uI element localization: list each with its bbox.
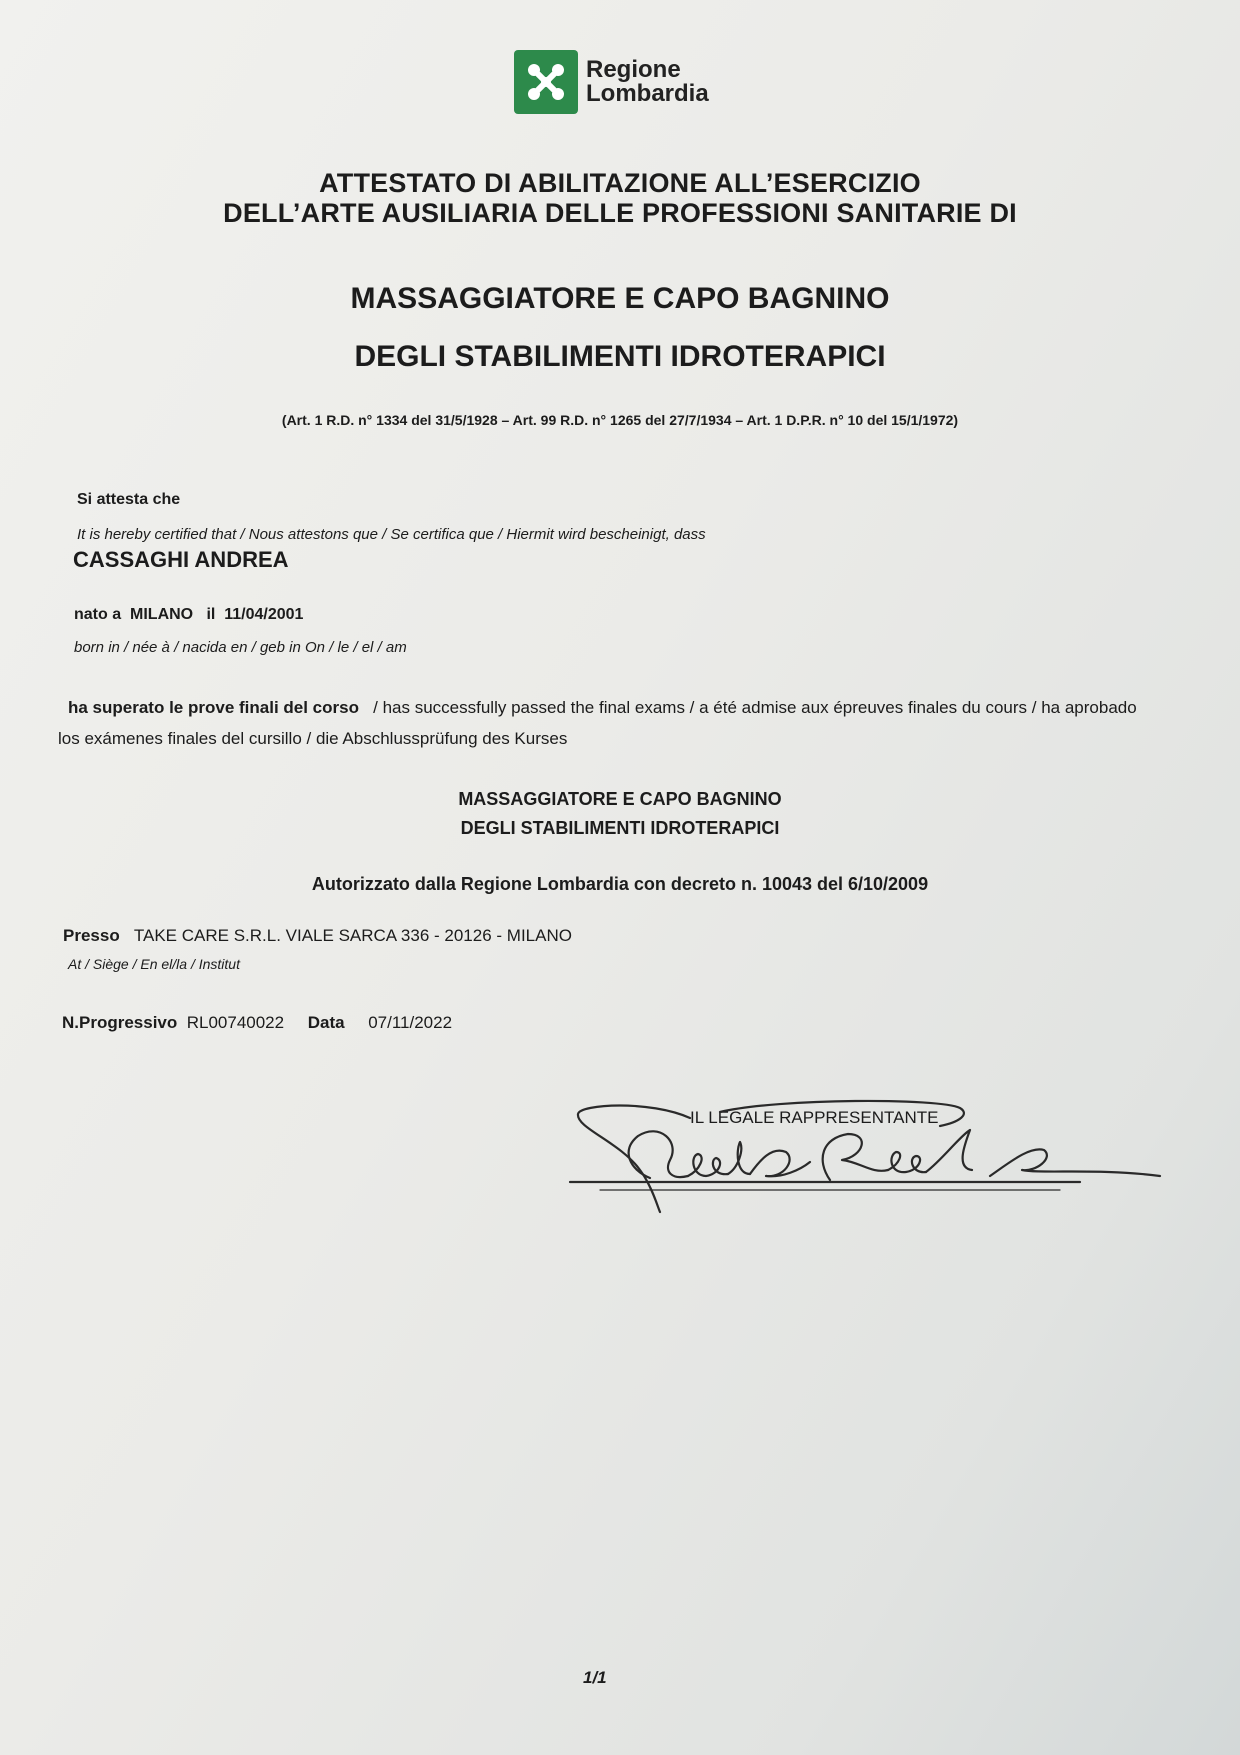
profession-line-2: DEGLI STABILIMENTI IDROTERAPICI — [354, 340, 886, 373]
certify-label: Si attesta che — [77, 491, 181, 508]
holder-name: CASSAGHI ANDREA — [73, 547, 289, 572]
exam-translation-2: los exámenes finales del cursillo / die Abschlussprüfung des Kurses — [58, 729, 568, 748]
logo-line-2: Lombardia — [586, 80, 709, 107]
institution-translation: At / Siège / En el/la / Institut — [68, 956, 240, 972]
birth-row — [74, 606, 303, 624]
institution-label: Presso — [63, 926, 120, 945]
profession-line-1: MASSAGGIATORE E CAPO BAGNINO — [350, 282, 890, 315]
exam-label: ha superato le prove finali del corso — [68, 698, 359, 717]
signature-label: IL LEGALE RAPPRESENTANTE — [690, 1108, 939, 1127]
page-number: 1/1 — [583, 1668, 607, 1687]
regione-lombardia-rosa-camuna-icon — [514, 50, 578, 114]
institution-row — [63, 926, 572, 946]
exam-translation-1: / has successfully passed the final exams / a été admise aux épreuves finales du cours / ha aprobado — [373, 698, 1137, 717]
regione-lombardia-logo — [514, 50, 709, 114]
birth-date: 11/04/2001 — [224, 606, 304, 623]
title-line-2: DELL’ARTE AUSILIARIA DELLE PROFESSIONI SANITARIE DI — [223, 198, 1017, 228]
course-line-1-text: MASSAGGIATORE E CAPO BAGNINO — [458, 789, 782, 809]
certify-translation: It is hereby certified that / Nous attestons que / Se certifica que / Hiermit wird bescheinigt, dass — [77, 526, 706, 543]
progressive-label: N.Progressivo — [62, 1013, 178, 1032]
date-value: 07/11/2022 — [368, 1013, 453, 1032]
birth-translation: born in / née à / nacida en / geb in On / le / el / am — [74, 639, 407, 656]
birth-date-label: il — [206, 606, 216, 623]
progressive-row — [62, 1013, 452, 1033]
born-label: nato a — [74, 606, 122, 623]
course-line-2-text: DEGLI STABILIMENTI IDROTERAPICI — [460, 818, 780, 838]
institution-value: TAKE CARE S.R.L. VIALE SARCA 336 - 20126 - MILANO — [133, 926, 572, 945]
course-line-1 — [0, 789, 1240, 810]
title-line-1: ATTESTATO DI ABILITAZIONE ALL’ESERCIZIO — [319, 168, 921, 198]
date-label: Data — [307, 1013, 345, 1032]
handwritten-signature — [560, 1090, 1200, 1230]
exam-row — [68, 698, 1137, 718]
progressive-value: RL00740022 — [186, 1013, 285, 1032]
birth-place: MILANO — [130, 606, 194, 623]
logo-text — [586, 58, 709, 106]
legal-references: (Art. 1 R.D. n° 1334 del 31/5/1928 – Art. 99 R.D. n° 1265 del 27/7/1934 – Art. 1 D.P.R. n° 10 del 15/1/1972) — [281, 412, 959, 428]
course-line-2 — [0, 818, 1240, 839]
logo-line-1: Regione — [586, 56, 681, 83]
authorization: Autorizzato dalla Regione Lombardia con decreto n. 10043 del 6/10/2009 — [311, 874, 929, 894]
